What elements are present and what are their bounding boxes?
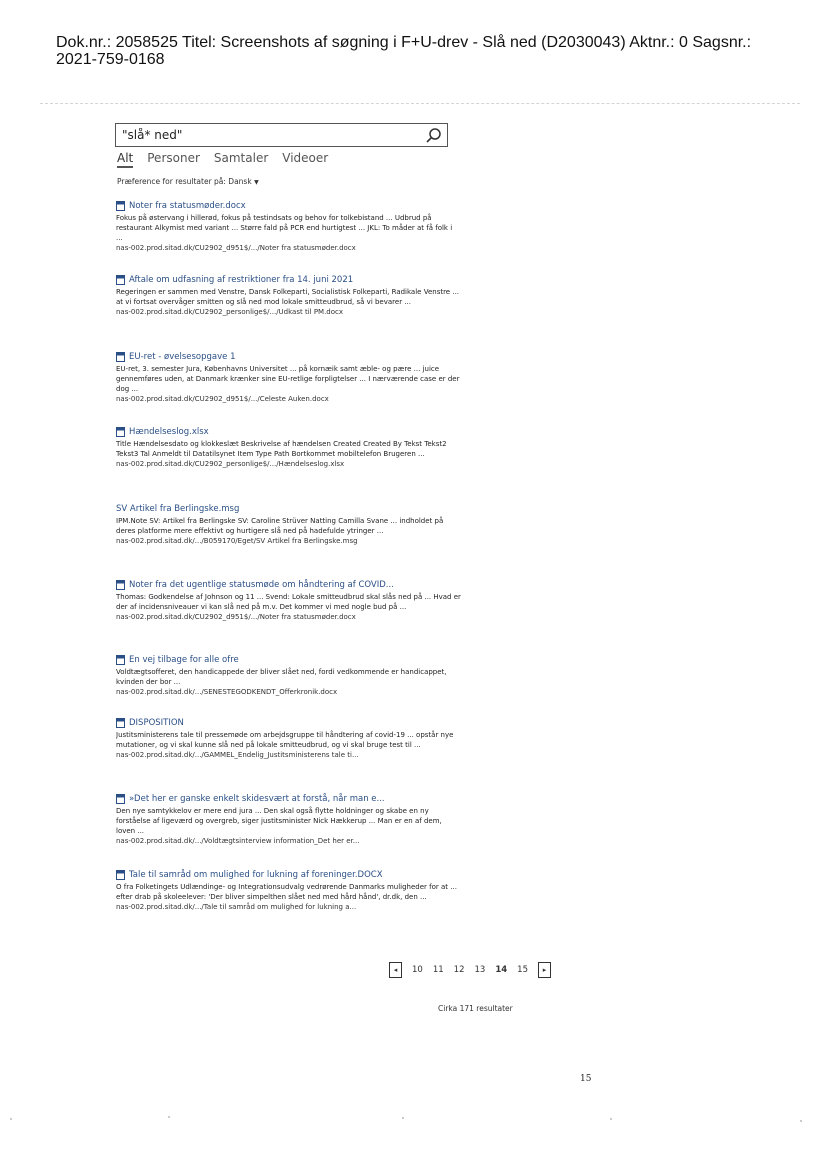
list-item	[116, 869, 461, 912]
word-doc-icon	[116, 794, 125, 804]
result-title[interactable]: Aftale om udfasning af restriktioner fra 14. juni 2021	[116, 274, 461, 286]
search-input[interactable]	[122, 126, 422, 144]
list-item	[116, 579, 461, 622]
list-item	[116, 503, 461, 546]
page-link[interactable]: 13	[474, 965, 486, 975]
language-preference[interactable]	[117, 177, 259, 186]
list-item	[116, 717, 461, 760]
excel-doc-icon	[116, 427, 125, 437]
result-title[interactable]: EU-ret - øvelsesopgave 1	[116, 351, 461, 363]
search-box[interactable]	[115, 123, 448, 147]
tab-alt[interactable]: Alt	[117, 151, 133, 168]
result-snippet: Fokus på østervang i hillerød, fokus på testindsats og behov for tolkebistand ... Udbrud på restaurant Alkymist med variant ... Større fald på PCR end hurtigtest ... JKL: To måder at få folk i ...	[116, 214, 453, 242]
result-title[interactable]: Noter fra det ugentlige statusmøde om håndtering af COVID...	[116, 579, 461, 591]
page-link[interactable]: 10	[412, 965, 423, 975]
list-item	[116, 793, 461, 846]
result-snippet: Voldtægtsofferet, den handicappede der bliver slået ned, fordi vedkommende er handicappet, kvinden der bor ...	[116, 668, 447, 686]
list-item	[116, 200, 461, 253]
result-title[interactable]: Tale til samråd om mulighed for lukning af foreninger.DOCX	[116, 869, 461, 881]
scan-speck	[800, 1120, 802, 1122]
pagination	[389, 962, 551, 978]
chevron-down-icon: ▼	[254, 179, 259, 186]
word-doc-icon	[116, 655, 125, 665]
result-snippet: EU-ret, 3. semester Jura, Københavns Universitet ... på kornæik samt æble- og pære ... juice gennemføres uden, at Danmark krænker sine EU-retlige forpligtelser ... I nærværende case er der dog ...	[116, 365, 460, 393]
page-number: 15	[580, 1074, 592, 1084]
list-item	[116, 426, 461, 469]
result-title[interactable]: En vej tilbage for alle ofre	[116, 654, 461, 666]
result-url[interactable]: nas-002.prod.sitad.dk/.../B059170/Eget/SV Artikel fra Berlingske.msg	[116, 537, 358, 545]
scan-speck	[10, 1118, 12, 1120]
word-doc-icon	[116, 580, 125, 590]
word-doc-icon	[116, 275, 125, 285]
word-doc-icon	[116, 718, 125, 728]
scan-speck	[402, 1117, 404, 1119]
search-icon[interactable]	[425, 127, 442, 144]
document-header: Dok.nr.: 2058525 Titel: Screenshots af søgning i F+U-drev - Slå ned (D2030043) Aktnr.: 0 Sagsnr.: 2021-759-0168	[56, 34, 752, 68]
divider	[40, 103, 800, 105]
tab-samtaler[interactable]: Samtaler	[213, 151, 269, 165]
chevron-left-icon: ◂	[393, 966, 398, 974]
page-link[interactable]: 15	[517, 965, 528, 975]
language-preference-label: Præference for resultater på: Dansk	[117, 177, 252, 186]
next-page-button[interactable]	[538, 962, 551, 978]
result-snippet: Title Hændelsesdato og klokkeslæt Beskrivelse af hændelsen Created Created By Tekst Tekst2 Tekst3 Tal Anmeldt til Datatilsynet Item Type Path Bortkommet mobiltelefon Brugeren ...	[116, 440, 447, 458]
result-count: Cirka 171 resultater	[438, 1004, 513, 1013]
result-title[interactable]: DISPOSITION	[116, 717, 461, 729]
page-link[interactable]: 11	[432, 965, 444, 975]
result-snippet: IPM.Note SV: Artikel fra Berlingske SV: Caroline Strüver Natting Camilla Svane ... indholdet på deres platforme mere effektivt og hurtigere slå ned på hadefulde ytringer ...	[116, 517, 444, 535]
result-url[interactable]: nas-002.prod.sitad.dk/CU2902_d951$/.../Noter fra statusmøder.docx	[116, 244, 356, 252]
result-url[interactable]: nas-002.prod.sitad.dk/CU2902_personlige$/.../Udkast til PM.docx	[116, 308, 344, 316]
result-title[interactable]: Hændelseslog.xlsx	[116, 426, 461, 438]
result-snippet: O fra Folketingets Udlændinge- og Integrationsudvalg vedrørende Danmarks muligheder for at ... efter drab på skoleelever: 'Der bliver simpelthen slået ned med hård hånd', dr.dk, den ...	[116, 883, 457, 901]
result-url[interactable]: nas-002.prod.sitad.dk/CU2902_d951$/.../Noter fra statusmøder.docx	[116, 613, 356, 621]
scan-speck	[168, 1116, 170, 1118]
word-doc-icon	[116, 870, 125, 880]
chevron-right-icon: ▸	[542, 966, 547, 974]
tab-personer[interactable]: Personer	[147, 151, 200, 165]
result-title[interactable]: »Det her er ganske enkelt skidesvært at forstå, når man e...	[116, 793, 461, 805]
tab-videoer[interactable]: Videoer	[282, 151, 329, 165]
prev-page-button[interactable]	[389, 962, 402, 978]
word-doc-icon	[116, 352, 125, 362]
page-link[interactable]: 12	[453, 965, 465, 975]
result-title[interactable]: SV Artikel fra Berlingske.msg	[116, 504, 240, 514]
result-snippet: Justitsministerens tale til pressemøde om arbejdsgruppe til håndtering af covid-19 ... opstår nye mutationer, og vi skal kunne slå ned på lokale smitteudbrud, og vi skal bruge test til ...	[116, 731, 454, 749]
result-title[interactable]: Noter fra statusmøder.docx	[116, 200, 461, 212]
scope-tabs	[117, 151, 328, 168]
result-url[interactable]: nas-002.prod.sitad.dk/.../SENESTEGODKENDT_Offerkronik.docx	[116, 688, 338, 696]
list-item	[116, 274, 461, 317]
current-page: 14	[495, 965, 508, 975]
list-item	[116, 351, 461, 404]
result-url[interactable]: nas-002.prod.sitad.dk/.../Voldtægtsinterview information_Det her er...	[116, 837, 360, 845]
result-url[interactable]: nas-002.prod.sitad.dk/CU2902_personlige$/.../Hændelseslog.xlsx	[116, 460, 345, 468]
word-doc-icon	[116, 201, 125, 211]
result-snippet: Thomas: Godkendelse af Johnson og 11 ... Svend: Lokale smitteudbrud skal slås ned på ... Hvad er der af incidensniveauer vi kan slå ned på m.v. Det kommer vi med nogle bud på ...	[116, 593, 461, 611]
list-item	[116, 654, 461, 697]
result-snippet: Den nye samtykkelov er mere end jura ... Den skal også flytte holdninger og skabe en ny forståelse af ligeværd og overgreb, siger justitsminister Nick Hækkerup ... Man er en af dem, loven ...	[116, 807, 442, 835]
result-snippet: Regeringen er sammen med Venstre, Dansk Folkeparti, Socialistisk Folkeparti, Radikale Venstre ... at vi fortsat overvåger smitten og slå ned mod lokale smitteudbrud, så vi bevarer ...	[116, 288, 460, 306]
scan-speck	[610, 1118, 612, 1120]
result-url[interactable]: nas-002.prod.sitad.dk/CU2902_d951$/.../Celeste Auken.docx	[116, 395, 329, 403]
result-url[interactable]: nas-002.prod.sitad.dk/.../GAMMEL_Endelig_Justitsministerens tale ti...	[116, 751, 359, 759]
result-url[interactable]: nas-002.prod.sitad.dk/.../Tale til samråd om mulighed for lukning a...	[116, 903, 357, 911]
